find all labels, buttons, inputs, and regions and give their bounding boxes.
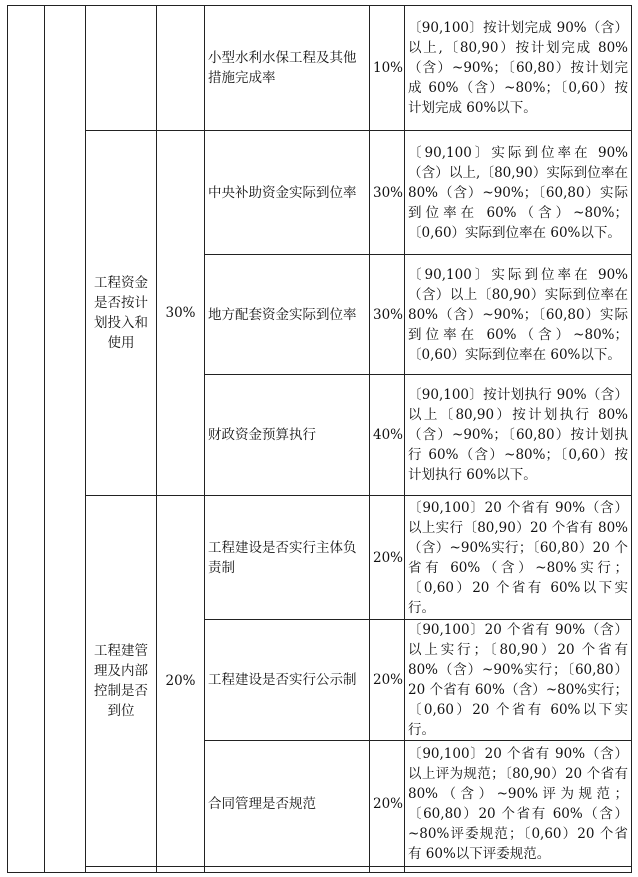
table-row (8, 6, 632, 131)
bottom-blank-cell (370, 867, 405, 873)
level1-blank-cell (8, 6, 45, 873)
scoring-standard: 〔90,100〕按计划完成 90%（含）以上,〔80,90）按计划完成 80%（含）~90%；〔60,80）按计划完成 60%（含）~80%；〔0,60）按计划完成 60%以下。 (405, 6, 632, 131)
indicator-name: 地方配套资金实际到位率 (205, 255, 370, 375)
scoring-standard: 〔90,100〕实际到位率在 90%（含）以上〔80,90）实际到位率在 80%（含）~90%；〔60,80）实际到位率在 60%（含）~80%；〔0,60）实际到位率在 60%以下。 (405, 255, 632, 375)
group-label: 工程资金是否按计划投入和使用 (86, 131, 157, 496)
indicator-name: 中央补助资金实际到位率 (205, 131, 370, 255)
group-weight: 30% (157, 131, 205, 496)
table-row (8, 131, 632, 255)
indicator-weight: 40% (370, 375, 405, 496)
indicator-weight: 20% (370, 620, 405, 741)
scoring-standard: 〔90,100〕20 个省有 90%（含）以上评为规范；〔80,90）20 个省有 80%（含）~90%评为规范；〔60,80）20 个省有 60%（含）~80%评委规范；〔0,60）20 个省有 60%以下评委规范。 (405, 741, 632, 867)
bottom-blank-cell (86, 867, 157, 873)
scoring-standard: 〔90,100〕实际到位率在 90%（含）以上,〔80,90）实际到位率在 80%（含）~90%；〔60,80）实际到位率在 60%（含）~80%；〔0,60）实际到位率在 60%以下。 (405, 131, 632, 255)
indicator-name: 工程建设是否实行公示制 (205, 620, 370, 741)
scoring-standard: 〔90,100〕按计划执行 90%（含）以上〔80,90）按计划执行 80%（含）~90%；〔60,80）按计划执行 60%（含）~80%；〔0,60）按计划执行 60%以下。 (405, 375, 632, 496)
scoring-standard: 〔90,100〕20 个省有 90%（含）以上实行；〔80,90）20 个省有 80%（含）~90%实行；〔60,80）20 个省有 60%（含）~80%实行；〔0,60）20 个省有 60%以下实行。 (405, 620, 632, 741)
table-bottom-strip (8, 867, 632, 873)
indicator-table (7, 5, 632, 873)
indicator-weight: 20% (370, 741, 405, 867)
level2-weight-blank-cell (157, 6, 205, 131)
indicator-name: 工程建设是否实行主体负责制 (205, 496, 370, 620)
indicator-name: 小型水利水保工程及其他措施完成率 (205, 6, 370, 131)
bottom-blank-cell (205, 867, 370, 873)
indicator-weight: 30% (370, 131, 405, 255)
indicator-weight: 10% (370, 6, 405, 131)
indicator-name: 财政资金预算执行 (205, 375, 370, 496)
table-row (8, 496, 632, 620)
level2-blank-cell (86, 6, 157, 131)
indicator-weight: 30% (370, 255, 405, 375)
bottom-blank-cell (405, 867, 632, 873)
level1b-blank-cell (45, 6, 86, 873)
bottom-blank-cell (157, 867, 205, 873)
indicator-name: 合同管理是否规范 (205, 741, 370, 867)
scoring-standard: 〔90,100〕20 个省有 90%（含）以上实行〔80,90）20 个省有 80%（含）~90%实行；〔60,80）20 个省有 60%（含）~80%实行；〔0,60）20 个省有 60%以下实行。 (405, 496, 632, 620)
group-label: 工程建管理及内部控制是否到位 (86, 496, 157, 867)
group-weight: 20% (157, 496, 205, 867)
indicator-weight: 20% (370, 496, 405, 620)
